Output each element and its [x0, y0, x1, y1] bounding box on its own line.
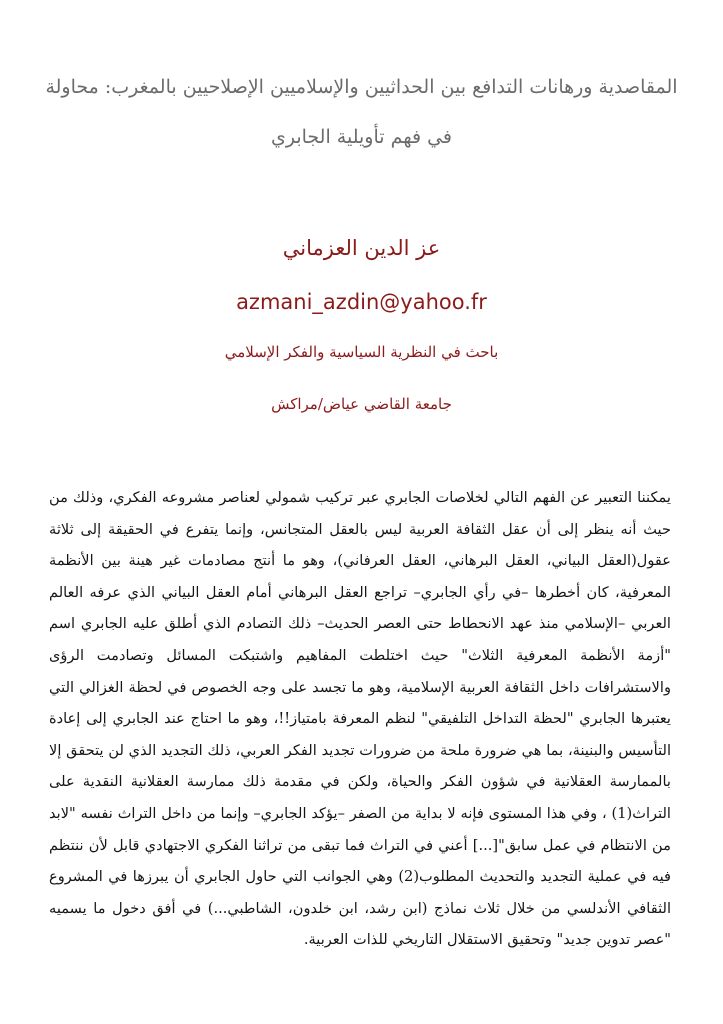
author-role: باحث في النظرية السياسية والفكر الإسلامي: [224, 343, 499, 361]
author-university: جامعة القاضي عياض/مراكش: [271, 395, 452, 413]
document-title: المقاصدية ورهانات التدافع بين الحداثيين والإسلاميين الإصلاحيين بالمغرب: محاولة في فهم تأويلية الجابري: [45, 76, 678, 148]
author-email[interactable]: azmani_azdin@yahoo.fr: [236, 290, 487, 314]
body-paragraph: يمكننا التعبير عن الفهم التالي لخلاصات الجابري عبر تركيب شمولي لعناصر مشروعه الفكري، وذلك من حيث أنه ينظر إلى أن عقل الثقافة العربية ليس بالعقل المتجانس، وإنما يتفرع في الحقيقة إلى ثلاثة عقول(العقل البياني، العقل البرهاني، العقل العرفاني)، وهو ما أنتج مصادمات غير هينة بين الأنظمة المعرفية، كان أخطرها –في رأي الجابري– تراجع العقل البرهاني أمام العقل البياني الذي عرفه العالم العربي –الإسلامي منذ عهد الانحطاط حتى العصر الحديث– ذلك التصادم الذي أطلق عليه الجابري اسم "أزمة الأنظمة المعرفية الثلاث" حيث اختلطت المفاهيم واشتبكت المسائل وتصادمت الرؤى والاستشرافات داخل الثقافة العربية الإسلامية، وهو ما تجسد على وجه الخصوص في لحظة الغزالي التي يعتبرها الجابري "لحظة التداخل التلفيقي" لنظم المعرفة بامتياز!!، وهو ما احتاج عند الجابري إلى إعادة التأسيس والبنينة، بما هي ضرورة ملحة من ضرورات تجديد الفكر العربي، ذلك التجديد الذي لن يتحقق إلا بالممارسة العقلانية في شؤون الفكر والحياة، ولكن في مقدمة ذلك ممارسة العقلانية النقدية على التراث(1) ، وفي هذا المستوى فإنه لا بداية من الصفر –يؤكد الجابري– وإنما من داخل التراث نفسه "لابد من الانتظام في عمل سابق"[...] أعني في التراث فما تبقى من تراثنا الفكري الاجتهادي قابل لأن ننتظم فيه في عملية التجديد والتحديث المطلوب(2) وهي الجوانب التي حاول الجابري أن يبرزها في المشروع الثقافي الأندلسي من خلال ثلاث نماذج (ابن رشد، ابن خلدون، الشاطبي...) في أفق دخول ما يسميه "عصر تدوين جديد" وتحقيق الاستقلال التاريخي للذات العربية.: [49, 489, 671, 949]
author-name: عز الدين العزماني: [282, 236, 441, 260]
